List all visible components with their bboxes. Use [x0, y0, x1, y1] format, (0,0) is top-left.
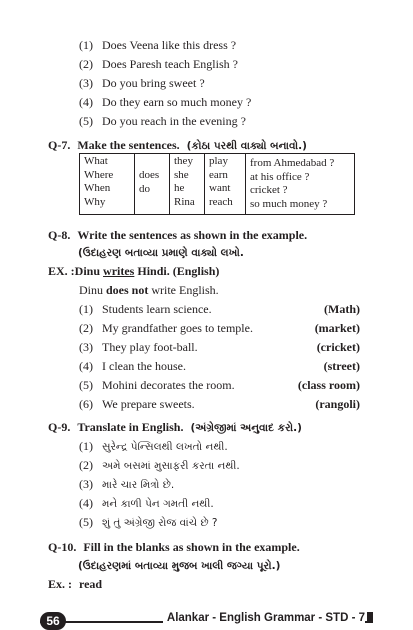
q9-item-5: (5) શું તું અંગ્રેજી રોજ વાંચે છે ?	[79, 515, 218, 529]
q10-gujarati-instruction: (ઉદાહરણમાં બતાવ્યા મુજબ ખાલી જગ્યા પૂરો.)	[78, 560, 281, 572]
q7-heading: Q-7. Make the sentences. (કોઠા પરથી વાક્યો બનાવો.)	[48, 138, 307, 152]
prev-item-3: (3) Do you bring sweet ?	[79, 76, 205, 90]
q9-item-1: (1) સુરેન્દ્ર પેન્સિલથી લખતો નથી.	[79, 439, 228, 453]
table-col-verb: play earn want reach	[205, 154, 246, 215]
q8-hint-5: (class room)	[297, 378, 360, 392]
q8-item-4: (4) I clean the house.	[79, 359, 186, 373]
q8-example: EX. :Dinu writes Hindi. (English)	[48, 264, 220, 278]
q8-hint-3: (cricket)	[316, 340, 360, 354]
q8-hint-6: (rangoli)	[315, 397, 360, 411]
prev-item-5: (5) Do you reach in the evening ?	[79, 114, 246, 128]
q8-item-3: (3) They play foot-ball.	[79, 340, 198, 354]
q7-sentence-table	[79, 153, 355, 215]
q8-item-5: (5) Mohini decorates the room.	[79, 378, 235, 392]
table-col-aux: does do	[135, 154, 170, 215]
q8-example-answer: Dinu does not write English.	[79, 283, 219, 297]
prev-item-2: (2) Does Paresh teach English ?	[79, 57, 238, 71]
q10-heading: Q-10. Fill in the blanks as shown in the example.	[48, 540, 300, 554]
prev-item-4: (4) Do they earn so much money ?	[79, 95, 252, 109]
q9-heading: Q-9. Translate in English. (અંગ્રેજીમાં અનુવાદ કરો.)	[48, 420, 302, 434]
q9-item-2: (2) અમે બસમાં મુસાફરી કરતા નથી.	[79, 458, 240, 472]
table-col-object: from Ahmedabad ? at his office ? cricket ? so much money ?	[246, 154, 355, 215]
q8-item-6: (6) We prepare sweets.	[79, 397, 195, 411]
q8-gujarati-instruction: (ઉદાહરણ બતાવ્યા પ્રમાણે વાક્યો લખો.	[78, 247, 244, 259]
q8-item-2: (2) My grandfather goes to temple.	[79, 321, 253, 335]
table-col-wh: What Where When Why	[80, 154, 135, 215]
table-col-subject: they she he Rina	[170, 154, 205, 215]
q8-item-1: (1) Students learn science.	[79, 302, 212, 316]
q8-hint-2: (market)	[314, 321, 360, 335]
q8-hint-4: (street)	[323, 359, 360, 373]
q8-hint-1: (Math)	[324, 302, 360, 316]
q10-example: Ex. : read	[48, 577, 103, 591]
page-number-badge: 56	[40, 612, 66, 630]
prev-item-1: (1) Does Veena like this dress ?	[79, 38, 237, 52]
footer-book-title: Alankar - English Grammar - STD - 7	[163, 612, 365, 624]
q8-heading: Q-8. Write the sentences as shown in the example.	[48, 228, 308, 242]
footer-end-marker	[367, 612, 373, 622]
q9-item-4: (4) મને કાળી પેન ગમતી નથી.	[79, 496, 214, 510]
q9-item-3: (3) મારે ચાર મિત્રો છે.	[79, 477, 175, 491]
